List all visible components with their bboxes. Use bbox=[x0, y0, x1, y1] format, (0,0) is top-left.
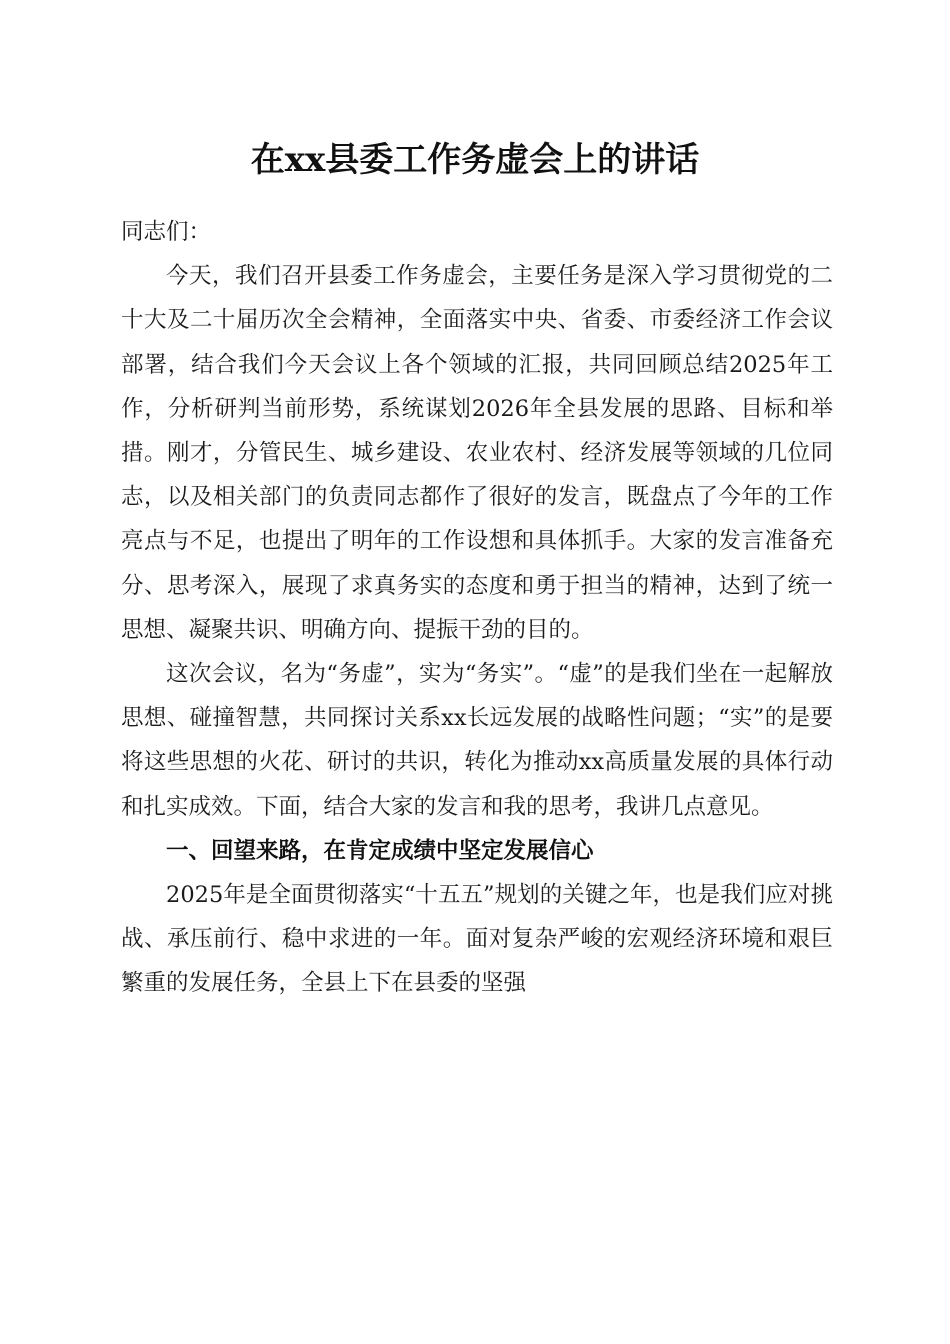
paragraph-opening: 今天，我们召开县委工作务虚会，主要任务是深入学习贯彻党的二十大及二十届历次全会精神，全面落实中央、省委、市委经济工作会议部署，结合我们今天会议上各个领域的汇报，共同回顾总结2025年工作，分析研判当前形势，系统谋划2026年全县发展的思路、目标和举措。刚才，分管民生、城乡建设、农业农村、经济发展等领域的几位同志，以及相关部门的负责同志都作了很好的发言，既盘点了今年的工作亮点与不足，也提出了明年的工作设想和具体抓手。大家的发言准备充分、思考深入，展现了求真务实的态度和勇于担当的精神，达到了统一思想、凝聚共识、明确方向、提振干劲的目的。 bbox=[121, 263, 833, 643]
paragraph-meeting-purpose: 这次会议，名为“务虚”，实为“务实”。“虚”的是我们坐在一起解放思想、碰撞智慧，共同探讨关系xx长远发展的战略性问题；“实”的是要将这些思想的火花、研讨的共识，转化为推动xx高质量发展的具体行动和扎实成效。下面，结合大家的发言和我的思考，我讲几点意见。 bbox=[121, 661, 833, 820]
document-body bbox=[121, 210, 833, 1006]
section-heading: 一、回望来路，在肯定成绩中坚定发展信心 bbox=[166, 837, 594, 864]
document-title: 在xx县委工作务虚会上的讲话 bbox=[250, 140, 700, 180]
section-paragraph: 2025年是全面贯彻落实“十五五”规划的关键之年，也是我们应对挑战、承压前行、稳中求进的一年。面对复杂严峻的宏观经济环境和艰巨繁重的发展任务，全县上下在县委的坚强 bbox=[121, 882, 833, 997]
salutation: 同志们： bbox=[121, 219, 212, 245]
